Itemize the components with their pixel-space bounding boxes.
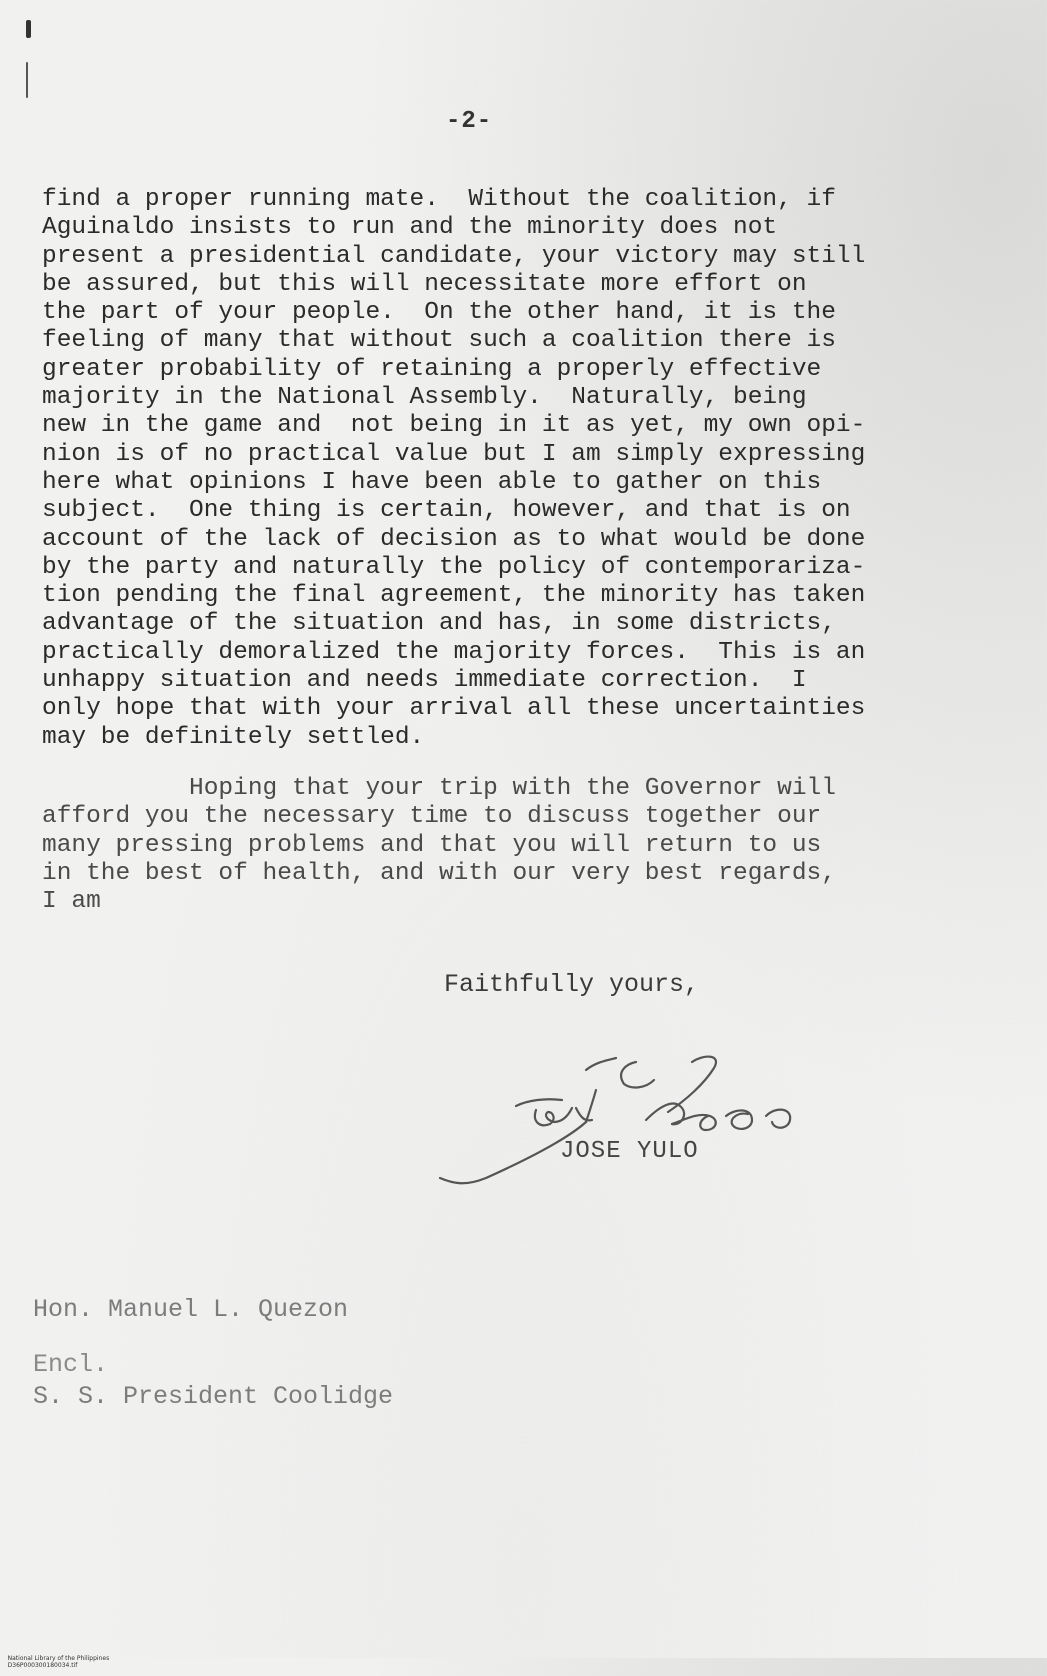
body-line: advantage of the situation and has, in some districts,	[42, 610, 836, 638]
footer-archive: National Library of the Philippines	[7, 1655, 110, 1662]
body-line: be assured, but this will necessitate more effort on	[42, 270, 807, 298]
closing-line: I am	[42, 888, 101, 916]
body-line: only hope that with your arrival all these uncertainties	[42, 695, 866, 723]
body-line: here what opinions I have been able to gather on this	[42, 468, 822, 496]
body-line: the part of your people. On the other hand, it is the	[42, 299, 836, 327]
enclosure-note: Encl.	[33, 1350, 109, 1379]
body-line: may be definitely settled.	[42, 723, 425, 751]
body-line: account of the lack of decision as to what would be done	[42, 525, 866, 553]
closing-line: Hoping that your trip with the Governor will	[42, 775, 836, 802]
body-line: practically demoralized the majority forces. This is an	[42, 638, 866, 666]
body-line: present a presidential candidate, your victory may still	[42, 242, 866, 270]
body-line: nion is of no practical value but I am simply expressing	[42, 440, 866, 468]
closing-paragraph	[42, 775, 1002, 916]
body-line: feeling of many that without such a coalition there is	[42, 327, 836, 355]
closing-line: in the best of health, and with our very best regards,	[42, 859, 836, 887]
closing-line: many pressing problems and that you will return to us	[42, 831, 822, 859]
scan-footer	[0, 1648, 127, 1676]
recipient-location: S. S. President Coolidge	[33, 1382, 394, 1411]
margin-ink-mark	[26, 62, 28, 98]
closing-line: afford you the necessary time to discuss together our	[42, 803, 822, 831]
body-line: subject. One thing is certain, however, and that is on	[42, 497, 851, 525]
body-paragraph	[42, 186, 1002, 752]
margin-ink-mark	[26, 20, 31, 38]
body-line: by the party and naturally the policy of contemporariza-	[42, 553, 866, 581]
page-number: -2-	[446, 108, 493, 135]
signer-name: JOSE YULO	[560, 1138, 699, 1165]
body-line: unhappy situation and needs immediate correction. I	[42, 667, 807, 695]
handwritten-signature	[436, 1050, 856, 1210]
body-line: Aguinaldo insists to run and the minority does not	[42, 214, 778, 242]
body-line: majority in the National Assembly. Naturally, being	[42, 384, 807, 412]
complimentary-close: Faithfully yours,	[444, 970, 700, 999]
body-line: tion pending the final agreement, the minority has taken	[42, 582, 866, 610]
footer-file: D36P000300180034.tif	[7, 1662, 78, 1669]
body-line: greater probability of retaining a properly effective	[42, 355, 822, 383]
body-line: find a proper running mate. Without the coalition, if	[42, 186, 836, 213]
recipient-name: Hon. Manuel L. Quezon	[33, 1295, 349, 1324]
body-line: new in the game and not being in it as yet, my own opi-	[42, 412, 866, 440]
